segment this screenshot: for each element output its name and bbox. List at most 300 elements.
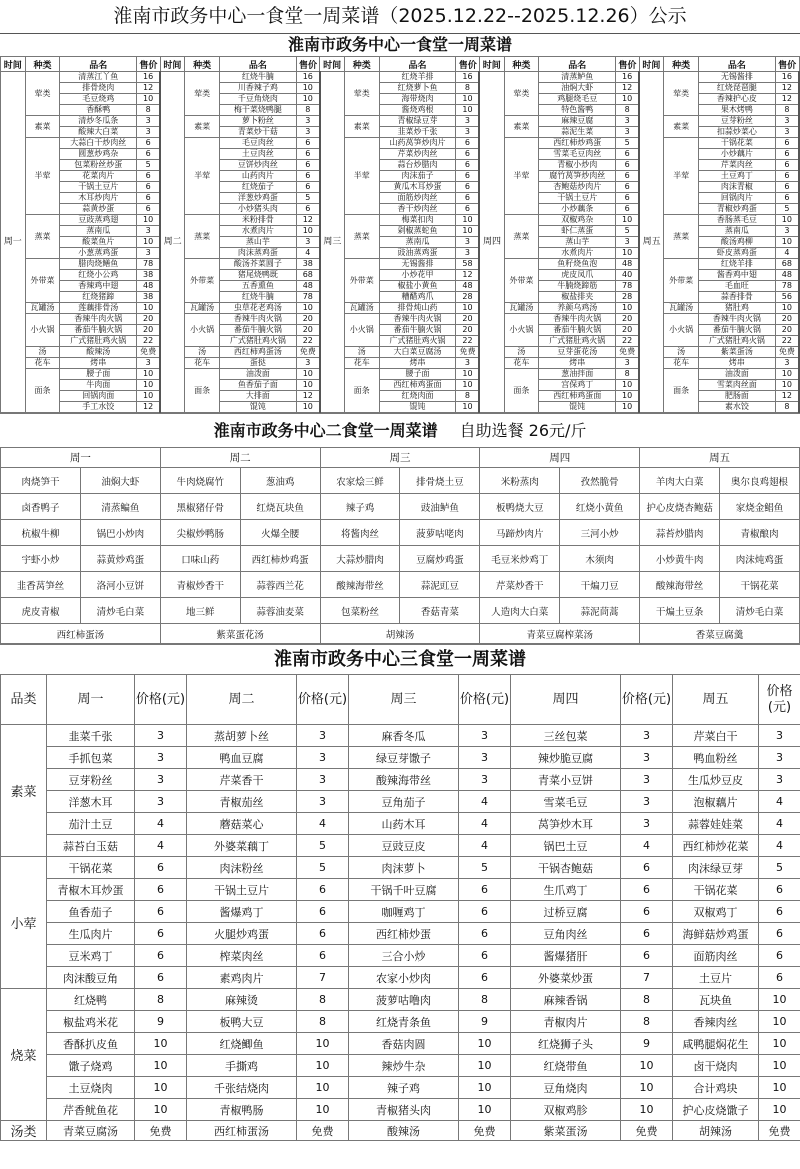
dish-name: 小炒猪头肉 (220, 204, 297, 215)
dish-price: 56 (775, 292, 799, 303)
dish-price: 5 (616, 138, 640, 149)
dish-header: 品名 (220, 57, 297, 72)
dish-price: 22 (775, 336, 799, 347)
dish-price: 10 (137, 237, 161, 248)
dish-name: 过桥豆腐 (511, 901, 621, 923)
dish-name: 果木烤鸭 (698, 105, 775, 116)
menu-row (1, 546, 800, 572)
dish-price: 10 (456, 105, 480, 116)
dish-name: 牛肉面 (60, 380, 137, 391)
dish-name: 剁椒蒸蛇鱼 (379, 226, 456, 237)
dish-price: 10 (621, 1077, 673, 1099)
dish-price: 6 (759, 967, 800, 989)
dish-price: 3 (759, 769, 800, 791)
dish-name: 海带烧肉 (379, 94, 456, 105)
dish-name: 红烧羊排 (379, 72, 456, 83)
dish-name: 干锅土豆片 (60, 182, 137, 193)
dish-price: 3 (759, 747, 800, 769)
dish-name: 米粉排骨 (220, 215, 297, 226)
dish-price: 38 (137, 270, 161, 281)
dish-name: 烤串 (379, 358, 456, 369)
category-label: 瓦罐汤 (185, 303, 220, 314)
dish-name: 生瓜炒豆皮 (673, 769, 759, 791)
dish-name: 干锅杏鲍菇 (511, 857, 621, 879)
dish-price: 22 (137, 336, 161, 347)
dish-name: 清炒冬瓜条 (60, 116, 137, 127)
dish-name: 蒜蓉西兰花 (240, 572, 320, 598)
dish-name: 广式猪肚鸡火锅 (60, 336, 137, 347)
dish-name: 菠萝咕噜肉 (349, 989, 459, 1011)
dish-name: 火腿炒鸡蛋 (187, 923, 297, 945)
dish-name: 奥尔良鸡翅根 (720, 468, 800, 494)
menu-row (1, 989, 800, 1011)
dish-name: 双椒鸡胗 (511, 1099, 621, 1121)
dish-name: 素鸡肉片 (187, 967, 297, 989)
dish-price: 6 (135, 879, 187, 901)
dish-name: 手工水饺 (60, 402, 137, 413)
dish-name: 米粉蒸肉 (480, 468, 560, 494)
dish-price: 10 (459, 1055, 511, 1077)
dish-price: 10 (775, 215, 799, 226)
dish-price: 6 (775, 193, 799, 204)
dish-name: 大排面 (220, 391, 297, 402)
canteen1-header-row (1, 57, 800, 72)
dish-price: 6 (775, 138, 799, 149)
dish-price: 48 (775, 270, 799, 281)
dish-name: 毛豆肉丝 (220, 138, 297, 149)
dish-price: 4 (459, 791, 511, 813)
dish-name: 手抓包菜 (47, 747, 135, 769)
dish-price: 10 (297, 1033, 349, 1055)
dish-price: 3 (621, 769, 673, 791)
dish-name: 芹菜白干 (673, 725, 759, 747)
dish-name: 蒜泥茼蒿 (560, 598, 640, 624)
dish-name: 豆豉蒸鸡翅 (60, 215, 137, 226)
dish-name: 生瓜肉片 (47, 923, 135, 945)
dish-name: 干锅土豆片 (187, 879, 297, 901)
dish-name: 毛豆烧鸡 (60, 94, 137, 105)
dish-price: 6 (621, 879, 673, 901)
dish-name: 雪菜肉丝面 (698, 380, 775, 391)
time-header: 时间 (639, 57, 664, 72)
dish-name: 香干炒肉丝 (379, 204, 456, 215)
dish-price: 12 (137, 83, 161, 94)
dish-price: 免费 (616, 347, 640, 358)
dish-header: 品名 (60, 57, 137, 72)
dish-name: 萝卜粉丝 (220, 116, 297, 127)
dish-price: 6 (616, 160, 640, 171)
dish-price: 40 (616, 270, 640, 281)
dish-name: 回锅肉面 (60, 391, 137, 402)
dish-price: 4 (775, 248, 799, 259)
dish-price: 20 (137, 325, 161, 336)
price-header: 价格(元) (759, 675, 800, 725)
menu-row (1, 369, 800, 380)
dish-price: 22 (616, 336, 640, 347)
dish-name: 雪菜毛豆肉丝 (539, 149, 616, 160)
soup-name: 胡辣汤 (320, 624, 480, 644)
dish-name: 包菜粉丝 (320, 598, 400, 624)
dish-name: 青椒猪头肉 (349, 1099, 459, 1121)
dish-name: 西红柿蛋汤 (187, 1121, 297, 1141)
dish-price: 3 (296, 127, 320, 138)
dish-price: 3 (759, 725, 800, 747)
price-header: 售价 (137, 57, 161, 72)
dish-price: 6 (616, 193, 640, 204)
dish-name: 红烧肉面 (379, 391, 456, 402)
dish-name: 肉沫蒸鸡蛋 (220, 248, 297, 259)
dish-name: 番茄牛腩火锅 (539, 325, 616, 336)
dish-price: 6 (759, 879, 800, 901)
dish-price: 48 (456, 281, 480, 292)
category-label: 半荤 (185, 138, 220, 215)
dish-name: 马蹄炒肉片 (480, 520, 560, 546)
dish-price: 3 (621, 791, 673, 813)
dish-name: 土豆烧肉 (47, 1077, 135, 1099)
canteen3-header-row (1, 675, 800, 725)
dish-price: 6 (296, 138, 320, 149)
dish-name: 三丝包菜 (511, 725, 621, 747)
dish-price: 3 (616, 358, 640, 369)
dish-name: 包菜粉丝炒蛋 (60, 160, 137, 171)
dish-name: 烤串 (539, 358, 616, 369)
dish-price: 3 (297, 769, 349, 791)
dish-price: 10 (759, 989, 800, 1011)
menu-row (1, 494, 800, 520)
dish-name: 五香熏鱼 (220, 281, 297, 292)
dish-price: 3 (459, 769, 511, 791)
dish-name: 青椒绿豆芽 (379, 116, 456, 127)
dish-name: 青椒茄丝 (187, 791, 297, 813)
dish-price: 10 (296, 369, 320, 380)
dish-price: 5 (759, 857, 800, 879)
dish-price: 8 (297, 989, 349, 1011)
day-label: 周三 (320, 72, 345, 413)
dish-price: 8 (456, 391, 480, 402)
time-header: 时间 (160, 57, 185, 72)
dish-name: 蘑菇菜心 (187, 813, 297, 835)
dish-price: 10 (296, 226, 320, 237)
dish-price: 8 (616, 105, 640, 116)
dish-name: 肉沫萝卜 (349, 857, 459, 879)
dish-price: 20 (616, 314, 640, 325)
canteen1-title: 淮南市政务中心一食堂一周菜谱 (0, 33, 800, 56)
dish-name: 干锅花菜 (698, 138, 775, 149)
dish-name: 番茄牛腩火锅 (379, 325, 456, 336)
soup-name: 青菜豆腐榨菜汤 (480, 624, 640, 644)
dish-price: 6 (296, 149, 320, 160)
category-label: 素菜 (185, 116, 220, 138)
category-label: 花车 (185, 358, 220, 369)
dish-price: 10 (137, 391, 161, 402)
dish-name: 椒盐小黄鱼 (379, 281, 456, 292)
dish-name: 干锅花菜 (673, 879, 759, 901)
price-header: 价格(元) (621, 675, 673, 725)
dish-price: 4 (459, 813, 511, 835)
category-label: 半荤 (344, 138, 379, 215)
dish-price: 20 (775, 325, 799, 336)
dish-price: 3 (456, 237, 480, 248)
dish-name: 茄汁土豆 (47, 813, 135, 835)
dish-price: 3 (459, 725, 511, 747)
dish-name: 麻辣豆腐 (539, 116, 616, 127)
dish-price: 3 (616, 237, 640, 248)
dish-name: 芹菜香干 (187, 769, 297, 791)
dish-price: 8 (621, 1011, 673, 1033)
category-label: 素菜 (504, 116, 539, 138)
dish-name: 杭椒牛柳 (1, 520, 81, 546)
dish-price: 10 (137, 369, 161, 380)
price-header: 价格(元) (135, 675, 187, 725)
dish-price: 5 (459, 857, 511, 879)
dish-name: 鸡腿烧毛豆 (539, 94, 616, 105)
dish-price: 10 (759, 1055, 800, 1077)
dish-price: 4 (135, 835, 187, 857)
dish-name: 香辣鸡中翅 (60, 281, 137, 292)
dish-name: 土豆片 (673, 967, 759, 989)
dish-price: 5 (616, 226, 640, 237)
dish-name: 辣炒牛杂 (349, 1055, 459, 1077)
dish-name: 酸菜鱼片 (60, 237, 137, 248)
dish-price: 10 (616, 402, 640, 413)
dish-price: 免费 (135, 1121, 187, 1141)
dish-name: 广式猪肚鸡火锅 (379, 336, 456, 347)
dish-price: 4 (621, 835, 673, 857)
dish-price: 6 (621, 923, 673, 945)
dish-name: 大白菜豆腐汤 (379, 347, 456, 358)
dish-name: 蒸南瓜 (698, 226, 775, 237)
dish-price: 10 (137, 215, 161, 226)
dish-price: 20 (296, 325, 320, 336)
category-label: 瓦罐汤 (25, 303, 60, 314)
dish-name: 清蒸江丫鱼 (60, 72, 137, 83)
dish-price: 6 (135, 857, 187, 879)
dish-name: 青菜豆腐汤 (47, 1121, 135, 1141)
day-label: 周四 (479, 72, 504, 413)
dish-price: 10 (616, 391, 640, 402)
dish-price: 3 (616, 127, 640, 138)
day-header: 周二 (160, 448, 320, 468)
dish-name: 干锅花菜 (47, 857, 135, 879)
category-label: 素菜 (664, 116, 699, 138)
category-label: 汤 (185, 347, 220, 358)
dish-price: 3 (456, 248, 480, 259)
dish-name: 豆角烧肉 (511, 1077, 621, 1099)
dish-price: 9 (459, 1011, 511, 1033)
dish-name: 青椒炒香干 (160, 572, 240, 598)
dish-name: 豉油蒸鸡蛋 (379, 248, 456, 259)
dish-name: 杏鲍菇炒肉片 (539, 182, 616, 193)
dish-name: 香辣牛肉火锅 (379, 314, 456, 325)
dish-name: 麻香冬瓜 (349, 725, 459, 747)
dish-name: 红烧琵琶腿 (698, 83, 775, 94)
dish-price: 3 (775, 226, 799, 237)
day-header: 周四 (480, 448, 640, 468)
dish-price: 6 (296, 182, 320, 193)
category-header: 种类 (344, 57, 379, 72)
dish-name: 山药莴笋炒肉片 (379, 138, 456, 149)
dish-name: 青椒鸭肠 (187, 1099, 297, 1121)
dish-name: 腊肉烧鳝鱼 (60, 259, 137, 270)
dish-name: 川香辣子鸡 (220, 83, 297, 94)
dish-name: 红烧鸭 (47, 989, 135, 1011)
dish-price: 3 (297, 747, 349, 769)
dish-name: 小炒花甲 (379, 270, 456, 281)
dish-name: 回锅肉片 (698, 193, 775, 204)
dish-name: 外婆菜藕丁 (187, 835, 297, 857)
dish-price: 6 (759, 923, 800, 945)
dish-price: 5 (775, 204, 799, 215)
dish-name: 蒜苔炒腊肉 (640, 520, 720, 546)
dish-name: 青椒酿肉 (720, 520, 800, 546)
dish-name: 无锡酱排 (379, 259, 456, 270)
dish-name: 花菜肉片 (60, 171, 137, 182)
dish-price: 免费 (456, 347, 480, 358)
dish-price: 10 (456, 369, 480, 380)
dish-price: 4 (759, 791, 800, 813)
category-label: 面条 (185, 369, 220, 413)
dish-name: 豆芽蛋花汤 (539, 347, 616, 358)
dish-name: 芹菜肉丝 (698, 160, 775, 171)
dish-name: 火爆全腰 (240, 520, 320, 546)
dish-name: 酸辣海带丝 (349, 769, 459, 791)
dish-name: 鱼籽烧鱼泡 (539, 259, 616, 270)
dish-price: 6 (616, 182, 640, 193)
category-label: 花车 (504, 358, 539, 369)
dish-price: 6 (135, 945, 187, 967)
dish-price: 4 (759, 835, 800, 857)
dish-name: 香菇肉圆 (349, 1033, 459, 1055)
dish-name: 宇虾小炒 (1, 546, 81, 572)
dish-price: 78 (137, 259, 161, 270)
dish-price: 10 (775, 380, 799, 391)
day-header: 周四 (511, 675, 621, 725)
dish-price: 38 (296, 259, 320, 270)
dish-price: 20 (775, 314, 799, 325)
dish-name: 香辣牛肉火锅 (60, 314, 137, 325)
menu-row (1, 215, 800, 226)
dish-price: 20 (616, 325, 640, 336)
dish-name: 酸辣海带丝 (640, 572, 720, 598)
dish-name: 梅干菜烧鸭腿 (220, 105, 297, 116)
category-label: 汤 (664, 347, 699, 358)
dish-name: 牛肉烧腐竹 (160, 468, 240, 494)
category-label: 瓦罐汤 (504, 303, 539, 314)
dish-name: 清蒸鲈鱼 (539, 72, 616, 83)
dish-price: 3 (775, 116, 799, 127)
category-label: 荤类 (25, 72, 60, 116)
menu-row (1, 791, 800, 813)
dish-name: 千张结烧肉 (187, 1077, 297, 1099)
dish-price: 6 (459, 901, 511, 923)
canteen2-subtitle: 自助选餐 26元/斤 (459, 421, 587, 440)
dish-name: 蒜黄炒鸡蛋 (80, 546, 160, 572)
dish-price: 10 (137, 94, 161, 105)
dish-price: 12 (296, 215, 320, 226)
menu-row (1, 1011, 800, 1033)
dish-name: 馄饨 (539, 402, 616, 413)
menu-row (1, 1033, 800, 1055)
soup-row (1, 624, 800, 644)
dish-price: 8 (296, 105, 320, 116)
dish-price: 4 (297, 813, 349, 835)
dish-name: 干煸土豆条 (640, 598, 720, 624)
dish-price: 6 (459, 967, 511, 989)
category-label: 半荤 (25, 138, 60, 215)
dish-name: 鸭血粉丝 (673, 747, 759, 769)
dish-name: 豆腐炒鸡蛋 (400, 546, 480, 572)
dish-price: 6 (296, 171, 320, 182)
dish-name: 肉沫炖鸡蛋 (720, 546, 800, 572)
dish-price: 5 (296, 193, 320, 204)
dish-price: 10 (621, 1055, 673, 1077)
category-label: 蒸菜 (344, 215, 379, 259)
dish-name: 青椒肉片 (511, 1011, 621, 1033)
menu-row (1, 72, 800, 83)
dish-name: 酱烧鸡根 (379, 105, 456, 116)
dish-name: 养颜乌鸡汤 (539, 303, 616, 314)
dish-name: 三河小炒 (560, 520, 640, 546)
dish-name: 蒜黄炒蛋 (60, 204, 137, 215)
menu-row (1, 1077, 800, 1099)
dish-price: 3 (135, 791, 187, 813)
dish-price: 16 (775, 72, 799, 83)
canteen2-title-bar (0, 413, 800, 447)
dish-name: 排骨烧土豆 (400, 468, 480, 494)
dish-price: 3 (775, 358, 799, 369)
dish-name: 猪肚鸡 (698, 303, 775, 314)
dish-name: 西红柿鸡蛋汤 (220, 347, 297, 358)
dish-price: 16 (456, 72, 480, 83)
canteen3-menu-table (0, 674, 800, 1141)
dish-name: 椒盐排夹 (539, 292, 616, 303)
dish-price: 免费 (775, 347, 799, 358)
dish-header: 品名 (698, 57, 775, 72)
dish-price: 6 (459, 923, 511, 945)
dish-price: 10 (459, 1033, 511, 1055)
dish-price: 3 (456, 127, 480, 138)
dish-price: 10 (459, 1077, 511, 1099)
dish-name: 蒜台炒腊肉 (379, 160, 456, 171)
dish-name: 无锡酱排 (698, 72, 775, 83)
dish-name: 孜然脆骨 (560, 468, 640, 494)
category-label: 小火锅 (185, 314, 220, 347)
category-label: 花车 (664, 358, 699, 369)
dish-name: 红烧小黄鱼 (560, 494, 640, 520)
dish-name: 酱香鸡中翅 (698, 270, 775, 281)
dish-name: 酱爆鸡丁 (187, 901, 297, 923)
dish-name: 青菜小豆饼 (511, 769, 621, 791)
category-label: 瓦罐汤 (344, 303, 379, 314)
dish-price: 6 (296, 204, 320, 215)
dish-name: 卤香鸭子 (1, 494, 81, 520)
dish-price: 10 (759, 1011, 800, 1033)
dish-price: 6 (297, 901, 349, 923)
category-label: 蒸菜 (25, 215, 60, 259)
canteen2-header-row (1, 448, 800, 468)
dish-price: 10 (759, 1033, 800, 1055)
dish-price: 6 (759, 945, 800, 967)
dish-price: 3 (456, 116, 480, 127)
dish-name: 豆芽粉丝 (47, 769, 135, 791)
category-label: 汤 (344, 347, 379, 358)
category-label: 外带菜 (504, 259, 539, 303)
dish-name: 紫菜蛋汤 (698, 347, 775, 358)
dish-name: 馄饨 (220, 402, 297, 413)
dish-name: 羊肉大白菜 (640, 468, 720, 494)
category-header: 种类 (664, 57, 699, 72)
dish-name: 素水饺 (698, 402, 775, 413)
